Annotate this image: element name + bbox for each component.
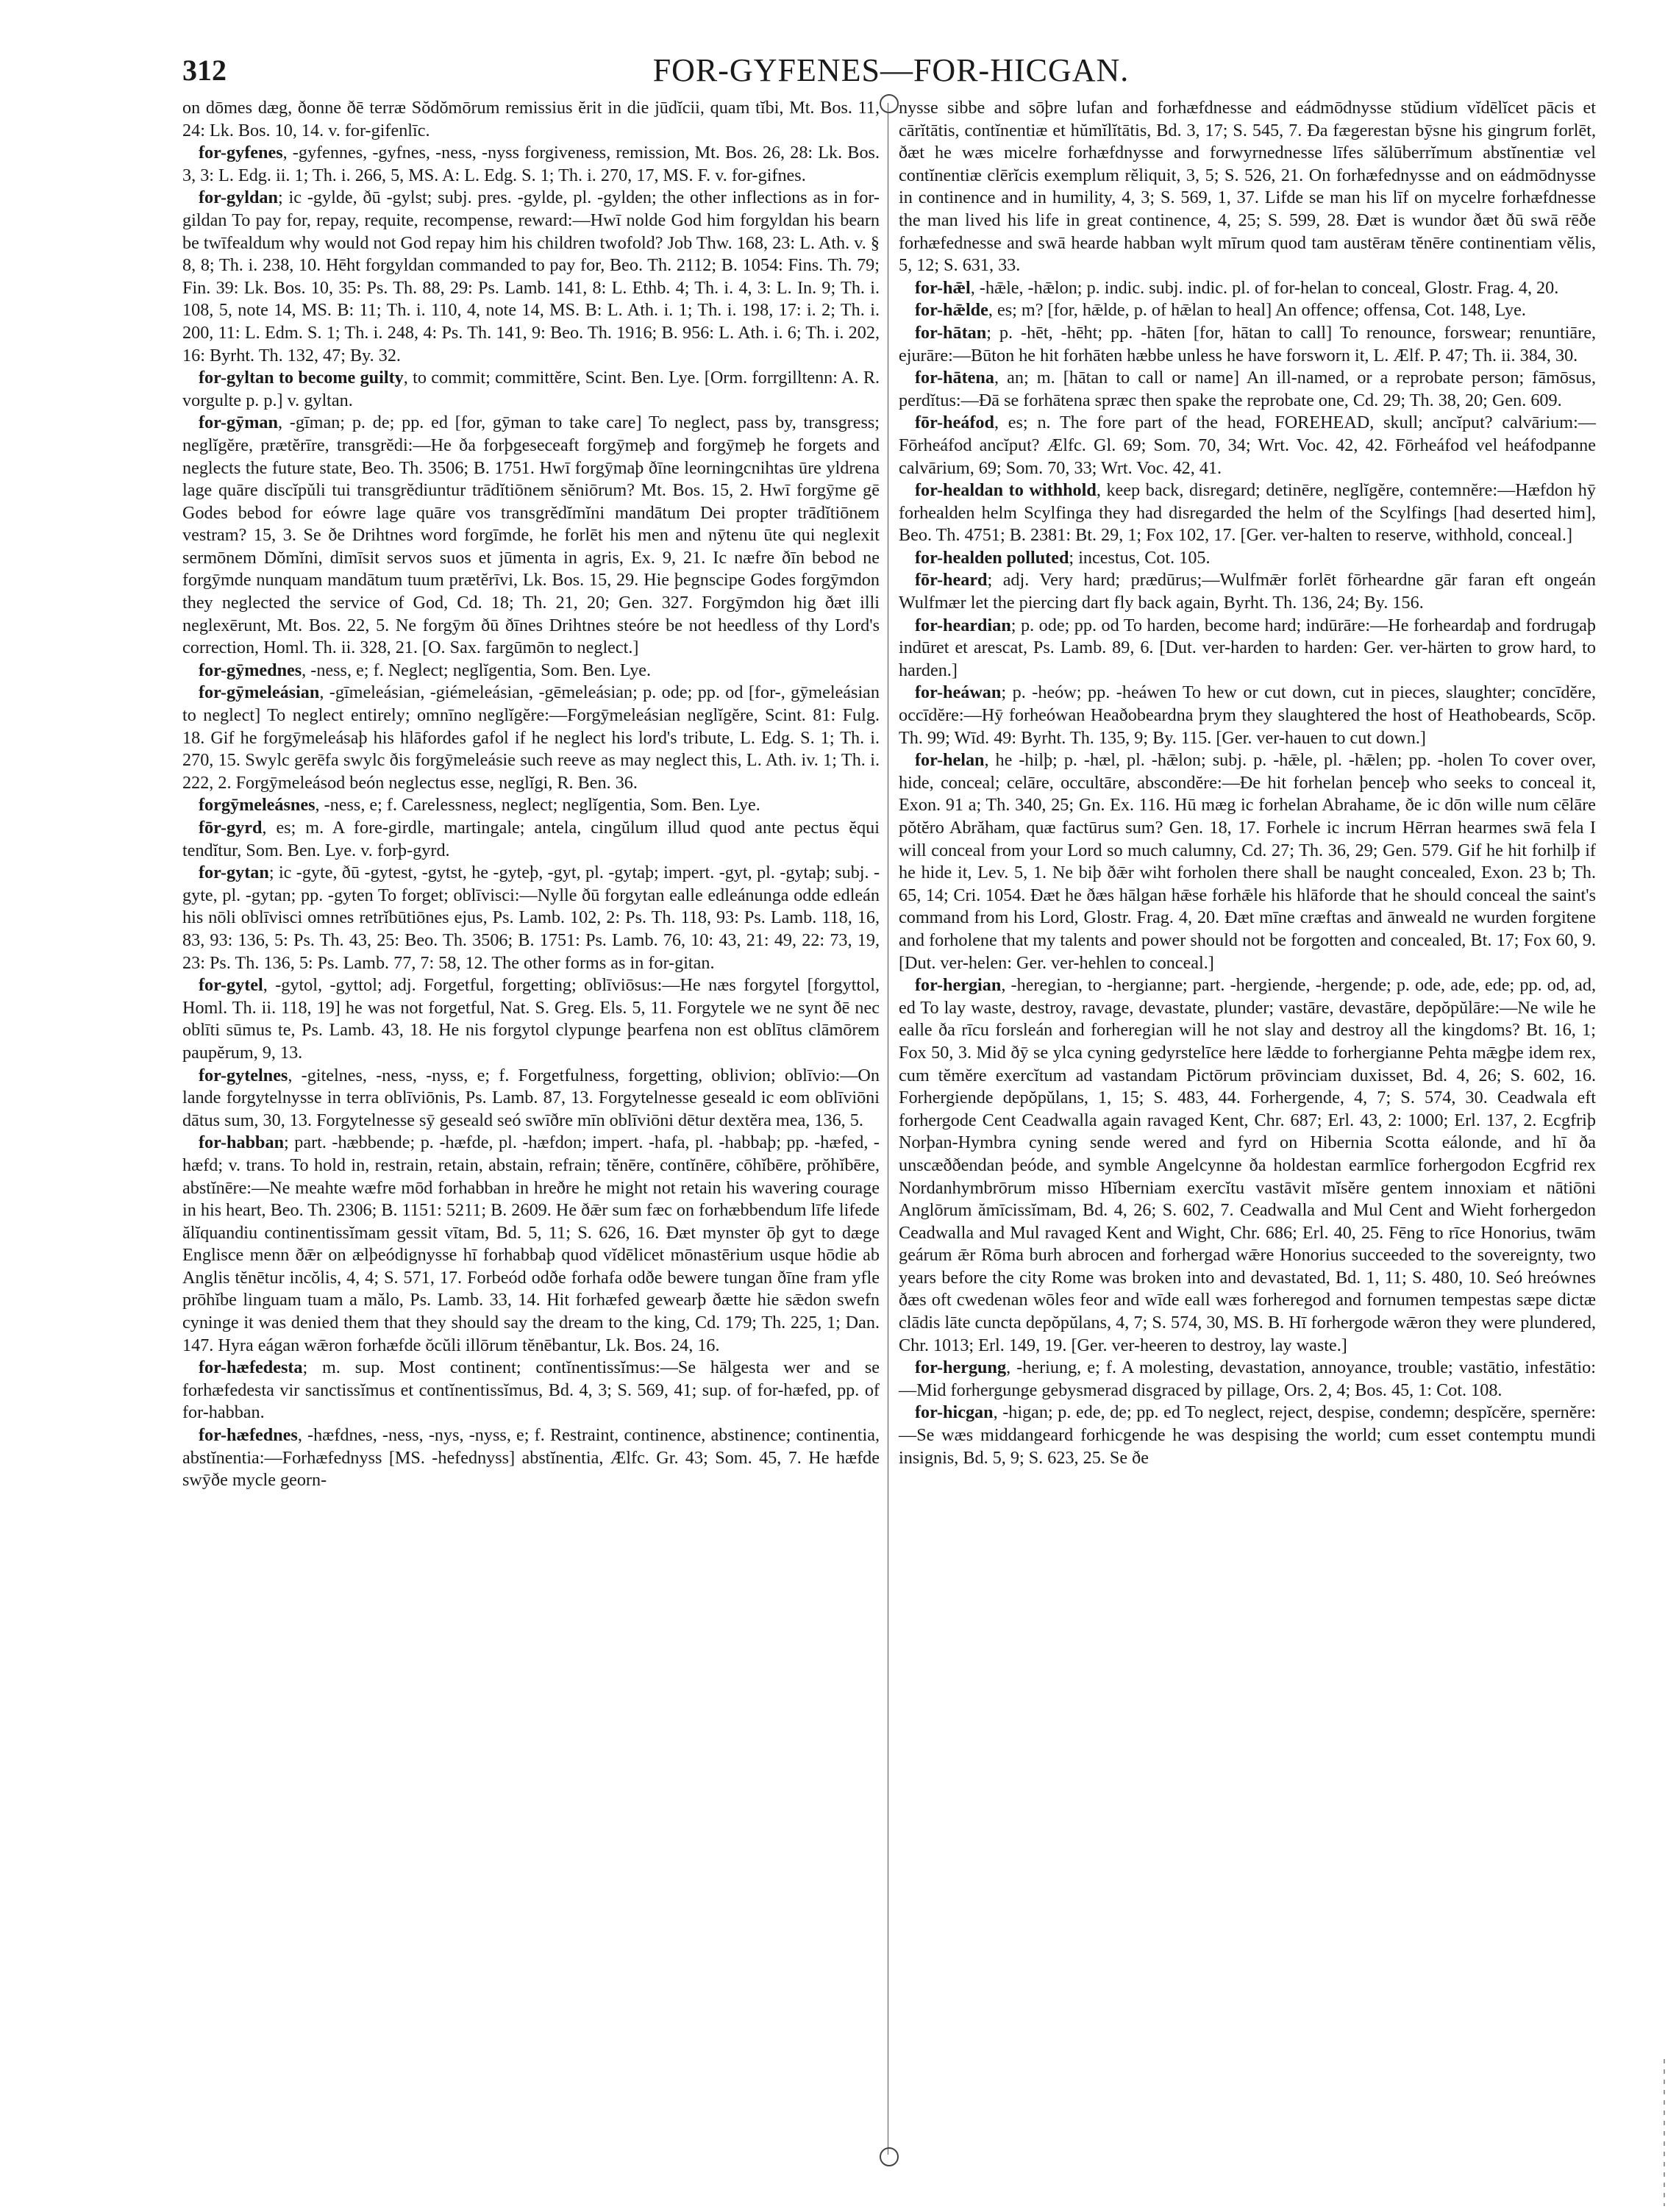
- headword: for-hātan: [915, 322, 987, 343]
- dictionary-entry: nysse sibbe and sōþre lufan and forhæfdnesse and eádmōdnysse stŭdium vĭdēlĭcet pācis et cārĭtātis, contĭnentiæ et hŭmĭlĭtātis, Bd. 3, 17; S. 545, 7. Ða fægerestan bȳsne his gingrum forlēt, ðæt he wæs micelre forhæfdnysse and forwyrnednesse līfes sălūberrĭmum abstĭnentiæ vel contĭnentiæ clērĭcis exemplum rĕliquit, 3, 5; S. 526, 21. On forhæfednysse and on eádmōdnysse in continence and in humility, 4, 3; S. 569, 1, 37. Lifde se man his līf on mycelre forhæfdnesse the man lived his life in great continence, 4, 25; S. 599, 28. Ðæt is wundor ðæt ðū swā rēðe forhæfednesse and swā hearde habban wylt mīrum quod tam austērам tĕnēre continentiam vĕlis, 5, 12; S. 631, 33.: [899, 98, 1596, 276]
- dictionary-entry: for-helan, he -hilþ; p. -hæl, pl. -hǣlon; subj. p. -hǣle, pl. -hǣlen; pp. -holen To cover over, hide, conceal; celāre, occultāre, abscondĕre:—Ðe hit forhelan þenceþ who seeks to conceal it, Exon. 91 a; Th. 340, 25; Gn. Ex. 116. Hū mæg ic forhelan Abrahame, ðe ic dōn wille num cēlāre pŏtĕro Abrăham, quæ factūrus sum? Gen. 18, 17. Forhele ic incrum Hērran hearmes swā fela I will conceal from your Lord so much calumny, Cd. 27; Th. 36, 29; Gen. 579. Gif he hit forhilþ if he hide it, Lev. 5, 1. Ne biþ ðǣr wiht forholen there shall be naught concealed, Exon. 23 b; Th. 65, 14; Cri. 1054. Ðæt he ðæs hālgan hǣse forhǣle his hlāforde that he should conceal the saint's command from his Lord, Glostr. Frag. 4, 20. Ðæt mīne cræftas and ānweald ne wurden forgitene and forholene that my talents and power should not be forgotten and concealed, Bt. 17; Fox 60, 9. [Dut. ver-helen: Ger. ver-hehlen to conceal.]: [899, 750, 1596, 973]
- right-column: [899, 97, 1596, 1469]
- headword: for-gȳmeleásian: [199, 682, 320, 703]
- headword: for-hergian: [915, 975, 1002, 996]
- headword: for-hicgan: [915, 1402, 994, 1423]
- headword: for-hǣlde: [915, 300, 988, 321]
- dictionary-entry: for-hicgan, -higan; p. ede, de; pp. ed To neglect, reject, despise, condemn; despĭcĕre, spernĕre:—Se wæs middangeard forhicgende he was despising the world; cum esset contemptu mundi insignis, Bd. 5, 9; S. 623, 25. Se ðe: [899, 1402, 1596, 1468]
- dictionary-entry: fōr-heáfod, es; n. The fore part of the head, FOREHEAD, skull; ancĭput? calvārium:—Fōrheáfod ancĭput? Ælfc. Gl. 69; Som. 70, 34; Wrt. Voc. 42, 42. Fōrheáfod vel heáfodpanne calvārium, 69; Som. 70, 33; Wrt. Voc. 42, 41.: [899, 413, 1596, 478]
- headword: for-hātena: [915, 368, 994, 388]
- headword: fōr-heard: [915, 570, 988, 591]
- dictionary-entry: for-gȳman, -gīman; p. de; pp. ed [for, gȳman to take care] To neglect, pass by, transgress; neglĭgĕre, prætĕrīre, transgrĕdi:—He ða forþgeseceaft forgȳmeþ and forgȳmeþ he forgets and neglects the future state, Beo. Th. 3506; B. 1751. Hwī forgȳmaþ ðīne leorningcnihtas ūre yldrena lage quāre discĭpŭli tui transgrĕdiuntur trādĭtiōnem sĕniōrum? Mt. Bos. 15, 2. Hwī forgȳme gē Godes bebod for eówre lage quāre vos transgrĕdĭmĭni mandātum Dei propter trādĭtiōnem vestram? 15, 3. Se ðe Drihtnes word forgīmde, he forlēt his men and nȳtenu ūte qui neglexit sermōnem Dŏmĭni, dimīsit servos suos et jūmenta in agris, Ex. 9, 21. Ic næfre ðīn bebod ne forgȳmde nunquam mandātum tuum prætĕrīvi, Lk. Bos. 15, 29. Hie þegnscipe Godes forgȳmdon they neglected the service of God, Cd. 18; Th. 21, 20; Gen. 327. Forgȳmdon hig ðæt illi neglexērunt, Mt. Bos. 22, 5. Ne forgȳm ðū ðīnes Drihtnes steóre be not heedless of thy Lord's correction, Homl. Th. ii. 328, 21. [O. Sax. fargūmōn to neglect.]: [182, 413, 880, 658]
- dictionary-entry: for-hergung, -heriung, e; f. A molesting, devastation, annoyance, trouble; vastātio, infestātio:—Mid forhergunge gebysmerad disgraced by pillage, Ors. 2, 4; Bos. 45, 1: Cot. 108.: [899, 1357, 1596, 1400]
- dictionary-entry: for-heardian; p. ode; pp. od To harden, become hard; indūrāre:—He forheardaþ and fordrugaþ indūret et arescat, Ps. Lamb. 89, 6. [Dut. ver-harden to harden: Ger. ver-härten to grow hard, to harden.]: [899, 615, 1596, 680]
- headword: for-gytel: [199, 975, 263, 996]
- headword: for-healden polluted: [915, 547, 1069, 568]
- dictionary-entry: on dōmes dæg, ðonne ðē terræ Sŏdŏmōrum remissius ĕrit in die jūdĭcii, quam tĭbi, Mt. Bos. 11, 24: Lk. Bos. 10, 14. v. for-gifenlīc.: [182, 98, 880, 140]
- page-number: 312: [182, 54, 227, 87]
- dictionary-entry: for-hǣl, -hǣle, -hǣlon; p. indic. subj. indic. pl. of for-helan to conceal, Glostr. Frag. 4, 20.: [915, 277, 1559, 298]
- dictionary-entry: for-gytelnes, -gitelnes, -ness, -nyss, e; f. Forgetfulness, forgetting, oblivion; oblīvio:—On lande forgytelnysse in terra oblīviōnis, Ps. Lamb. 87, 13. Forgytelnesse geseald ic eom oblīviōni dātus sum, 30, 13. Forgytelnesse sȳ geseald seó swīðre mīn oblīviōni dētur dextĕra mea, 136, 5.: [182, 1065, 880, 1130]
- headword: fōr-gyrd: [199, 818, 263, 838]
- headword: for-habban: [199, 1132, 285, 1153]
- margin-binding-marks: [1664, 2059, 1665, 2206]
- headword: for-gyldan: [199, 188, 278, 208]
- dictionary-entry: fōr-heard; adj. Very hard; prædūrus;—Wulfmǣr forlēt fōrheardne gār faran eft ongeán Wulfmær let the piercing dart fly back again, Byrht. Th. 136, 24; By. 156.: [899, 570, 1596, 613]
- dictionary-entry: for-hæfedesta; m. sup. Most continent; contĭnentissĭmus:—Se hālgesta wer and se forhæfedesta vir sanctissĭmus et contĭnentissĭmus, Bd. 4, 3; S. 569, 41; sup. of for-hæfed, pp. of for-habban.: [182, 1357, 880, 1423]
- dictionary-entry: for-hātena, an; m. [hātan to call or name] An ill-named, or a reprobate person; fāmōsus, perdĭtus:—Ðā se forhātena spræc then spake the reprobate one, Cd. 29; Th. 38, 20; Gen. 609.: [899, 368, 1596, 410]
- left-column: [182, 97, 880, 1492]
- dictionary-entry: for-gȳmednes, -ness, e; f. Neglect; neglĭgentia, Som. Ben. Lye.: [199, 660, 652, 680]
- running-head: FOR-GYFENES—FOR-HICGAN.: [652, 52, 1130, 88]
- headword: for-gyfenes: [199, 143, 283, 163]
- dictionary-entry: fōr-gyrd, es; m. A fore-girdle, martingale; antela, cingŭlum illud quod ante pectus ĕqui tendĭtur, Som. Ben. Lye. v. forþ-gyrd.: [182, 818, 880, 860]
- dictionary-entry: for-habban; part. -hæbbende; p. -hæfde, pl. -hæfdon; impert. -hafa, pl. -habbaþ; pp. -hæfed, -hæfd; v. trans. To hold in, restrain, retain, abstain, refrain; tĕnēre, contĭnēre, cōhĭbēre, prŏhĭbēre, abstĭnēre:—Ne meahte wæfre mōd forhabban in hreðre he might not retain his wavering courage in his heart, Beo. Th. 2306; B. 1151: 5211; B. 2609. He ðǣr sum fæc on forhæbbendum līfe lifede ălĭquandiu continentissĭmam gessit vītam, Bd. 5, 11; S. 626, 16. Ðæt mynster ōþ gyt to dæge Englisce menn ðǣr on ælþeódignysse hī forhabbaþ quod vĭdēlicet mōnastērium usque hōdie ab Anglis tĕnētur incŏlis, 4, 4; S. 571, 17. Forbeód odðe forhafa odðe bewere tungan ðīne fram yfle prōhĭbe linguam tuam a mălo, Ps. Lamb. 33, 14. Hit forhæfed gewearþ ðætte hie sǣdon swefn cyninge it was denied them that they should say the dream to the king, Cd. 179; Th. 225, 1; Dan. 147. Hyra eágan wǣron forhæfde ŏcŭli illōrum tĕnēbantur, Lk. Bos. 24, 16.: [182, 1132, 880, 1355]
- column-ornament-bottom: [880, 2147, 899, 2166]
- dictionary-entry: for-hātan; p. -hēt, -hēht; pp. -hāten [for, hātan to call] To renounce, forswear; renuntiāre, ejurāre:—Būton he hit forhāten hæbbe unless he have forsworn it, L. Ælf. P. 47; Th. ii. 384, 30.: [899, 322, 1596, 365]
- dictionary-entry: forgȳmeleásnes, -ness, e; f. Carelessness, neglect; neglĭgentia, Som. Ben. Lye.: [199, 795, 760, 816]
- headword: for-hæfednes: [199, 1425, 298, 1446]
- headword: for-gytelnes: [199, 1065, 288, 1085]
- dictionary-entry: for-gyltan to become guilty, to commit; committĕre, Scint. Ben. Lye. [Orm. forrgilltenn: A. R. vorgulte p. p.] v. gyltan.: [182, 368, 880, 410]
- dictionary-entry: for-gytan; ic -gyte, ðū -gytest, -gytst, he -gyteþ, -gyt, pl. -gytaþ; impert. -gyt, pl. -gytaþ; subj. -gyte, pl. -gytan; pp. -gyten To forget; oblīvisci:—Nylle ðū forgytan ealle edleánunga odde edleán his nōli oblīvisci omnes retrĭbūtiōnes ejus, Ps. Lamb. 102, 2: Ps. Th. 118, 93: Ps. Lamb. 118, 16, 83, 93: 136, 5: Ps. Th. 43, 25: Beo. Th. 3506; B. 1751: Ps. Lamb. 76, 10: 43, 21: 49, 22: 73, 19, 23: Ps. Th. 136, 5: Ps. Lamb. 77, 7: 58, 12. The other forms as in for-gitan.: [182, 863, 880, 973]
- headword: for-gyltan to become guilty: [199, 368, 404, 388]
- dictionary-entry: for-gytel, -gytol, -gyttol; adj. Forgetful, forgetting; oblīviōsus:—He næs forgytel [forgyttol, Homl. Th. ii. 118, 19] he was not forgetful, Nat. S. Greg. Els. 5, 11. Forgytele we ne synt ðē nec oblīti sūmus te, Ps. Lamb. 43, 18. He nis forgytol clypunge þearfena non est oblītus clāmōrem paupĕrum, 9, 13.: [182, 975, 880, 1063]
- headword: for-gȳman: [199, 413, 278, 433]
- dictionary-entry: for-hæfednes, -hæfdnes, -ness, -nys, -nyss, e; f. Restraint, continence, abstinence; continentia, abstĭnentia:—Forhæfednyss [MS. -hefednyss] abstĭnentia, Ælfc. Gr. 43; Som. 45, 7. He hæfde swȳðe mycle georn-: [182, 1425, 880, 1491]
- headword: for-gȳmednes: [199, 660, 302, 680]
- headword: fōr-heáfod: [915, 413, 994, 433]
- headword: for-gytan: [199, 863, 269, 883]
- dictionary-entry: for-gyldan; ic -gylde, ðū -gylst; subj. pres. -gylde, pl. -gylden; the other inflections as in for-gildan To pay for, repay, requite, recompense, reward:—Hwī nolde God him forgyldan his bearn be twīfealdum why would not God repay him his children twofold? Job Thw. 168, 23: L. Ath. v. § 8, 8; Th. i. 238, 10. Hēht forgyldan commanded to pay for, Beo. Th. 2112; B. 1054: Fins. Th. 79; Fin. 39: Lk. Bos. 10, 35: Ps. Th. 88, 29: Ps. Lamb. 141, 8: L. Ethb. 4; Th. i. 4, 3: L. In. 9; Th. i. 108, 5, note 14, MS. B: 11; Th. i. 110, 4, note 14, MS. B: L. Ath. i. 1; Th. i. 198, 17: i. 2; Th. i. 200, 11: L. Edm. S. 1; Th. i. 248, 4: Ps. Th. 141, 9: Beo. Th. 1916; B. 956: L. Ath. i. 6; Th. i. 202, 16: Byrht. Th. 132, 47; By. 32.: [182, 188, 880, 365]
- dictionary-entry: for-healdan to withhold, keep back, disregard; detinēre, neglĭgĕre, contemnĕre:—Hæfdon hȳ forhealden helm Scylfinga they had disregarded the helm of the Scylfings [had deserted him], Beo. Th. 4751; B. 2381: Bt. 29, 1; Fox 102, 17. [Ger. ver-halten to reserve, withhold, conceal.]: [899, 480, 1596, 546]
- dictionary-entry: for-hǣlde, es; m? [for, hǣlde, p. of hǣlan to heal] An offence; offensa, Cot. 148, Lye.: [915, 300, 1526, 321]
- dictionary-entry: for-gȳmeleásian, -gīmeleásian, -giémeleásian, -gēmeleásian; p. ode; pp. od [for-, gȳmeleásian to neglect] To neglect entirely; omnīno neglĭgĕre:—Forgȳmeleásian neglĭgĕre, Scint. 81: Fulg. 18. Gif he forgȳmeleásaþ his hlāfordes gafol if he neglect his lord's tribute, L. Edg. S. 1; Th. i. 270, 15. Swylc gerēfa swylc ðis forgȳmeleásie such reeve as may neglect this, L. Ath. iv. 1; Th. i. 222, 2. Forgȳmeleásod beón neglectus esse, neglĭgi, R. Ben. 36.: [182, 682, 880, 793]
- dictionary-entry: for-hergian, -heregian, to -hergianne; part. -hergiende, -hergende; p. ode, ade, ede; pp. od, ad, ed To lay waste, destroy, ravage, devastate, plunder; vastāre, devastāre, depŏpŭlāre:—Ne wile he ealle ða rīcu forsleán and forheregian will he not slay and destroy all the kingdoms? Bt. 16, 1; Fox 50, 3. Mid ðȳ se ylca cyning gedyrstelīce here lǣdde to forhergianne Pehta mǣgþe idem rex, cum tĕmĕre exercĭtum ad vastandam Pictōrum prōvinciam duxisset, Bd. 4, 26; S. 602, 16. Forhergiende depŏpŭlans, 1, 15; S. 483, 44. Forhergende, 4, 7; S. 574, 30. Ceadwala eft forhergode Cent Ceadwalla again ravaged Kent, Chr. 687; Erl. 43, 2: 1000; Erl. 137, 2. Ecgfriþ Norþan-Hymbra cyning sende wered and fyrd on Hibernia Scotta eálonde, and hī ða unscæððendan þeóde, and symble Angelcynne ða holdestan earmlīce forhergodon Ecgfrid rex Nordanhymbrōrum misso Hĭberniam exercĭtu vastāvit mĭsĕre gentem innoxiam et nātiōni Anglōrum ămīcissĭmam, Bd. 4, 26; S. 602, 7. Ceadwalla and Mul Cent and Wieht forhergedon Ceadwalla and Mul ravaged Kent and Wight, Chr. 686; Erl. 40, 25. Fēng to rīce Honorius, twām geárum ǣr Rōma burh abrocen and forhergad wǣre Honorius succeeded to the sovereignty, two years before the city Rome was broken into and devastated, Bd. 1, 11; S. 480, 10. Seó hreównes ðæs oft cwedenan wōles feor and wīde eall wæs forheregod and fornumen tempestas sæpe dictæ clādis lāte cuncta depŏpŭlans, 4, 7; S. 574, 30, MS. B. Hī forhergode wǣron they were plundered, Chr. 1013; Erl. 149, 19. [Ger. ver-heeren to destroy, lay waste.]: [899, 975, 1596, 1355]
- dictionary-entry: for-heáwan; p. -heów; pp. -heáwen To hew or cut down, cut in pieces, slaughter; concīdĕre, occīdĕre:—Hȳ forheówan Heaðobeardna þrym they slaughtered the host of Heathobeards, Scōp. Th. 99; Wīd. 49: Byrht. Th. 135, 9; By. 115. [Ger. ver-hauen to cut down.]: [899, 682, 1596, 748]
- dictionary-entry: for-healden polluted; incestus, Cot. 105.: [915, 547, 1211, 568]
- column-ornament-top: [880, 94, 899, 113]
- headword: for-helan: [915, 750, 985, 771]
- headword: for-heardian: [915, 615, 1011, 635]
- headword: forgȳmeleásnes: [199, 795, 316, 816]
- dictionary-entry: for-gyfenes, -gyfennes, -gyfnes, -ness, -nyss forgiveness, remission, Mt. Bos. 26, 28: Lk. Bos. 3, 3: L. Edg. ii. 1; Th. i. 266, 5, MS. A: L. Edg. S. 1; Th. i. 270, 17, MS. F. v. for-gifnes.: [182, 143, 880, 185]
- headword: for-hǣl: [915, 277, 971, 298]
- headword: for-hæfedesta: [199, 1357, 303, 1378]
- headword: for-healdan to withhold: [915, 480, 1097, 501]
- headword: for-heáwan: [915, 682, 1002, 703]
- headword: for-hergung: [915, 1357, 1007, 1378]
